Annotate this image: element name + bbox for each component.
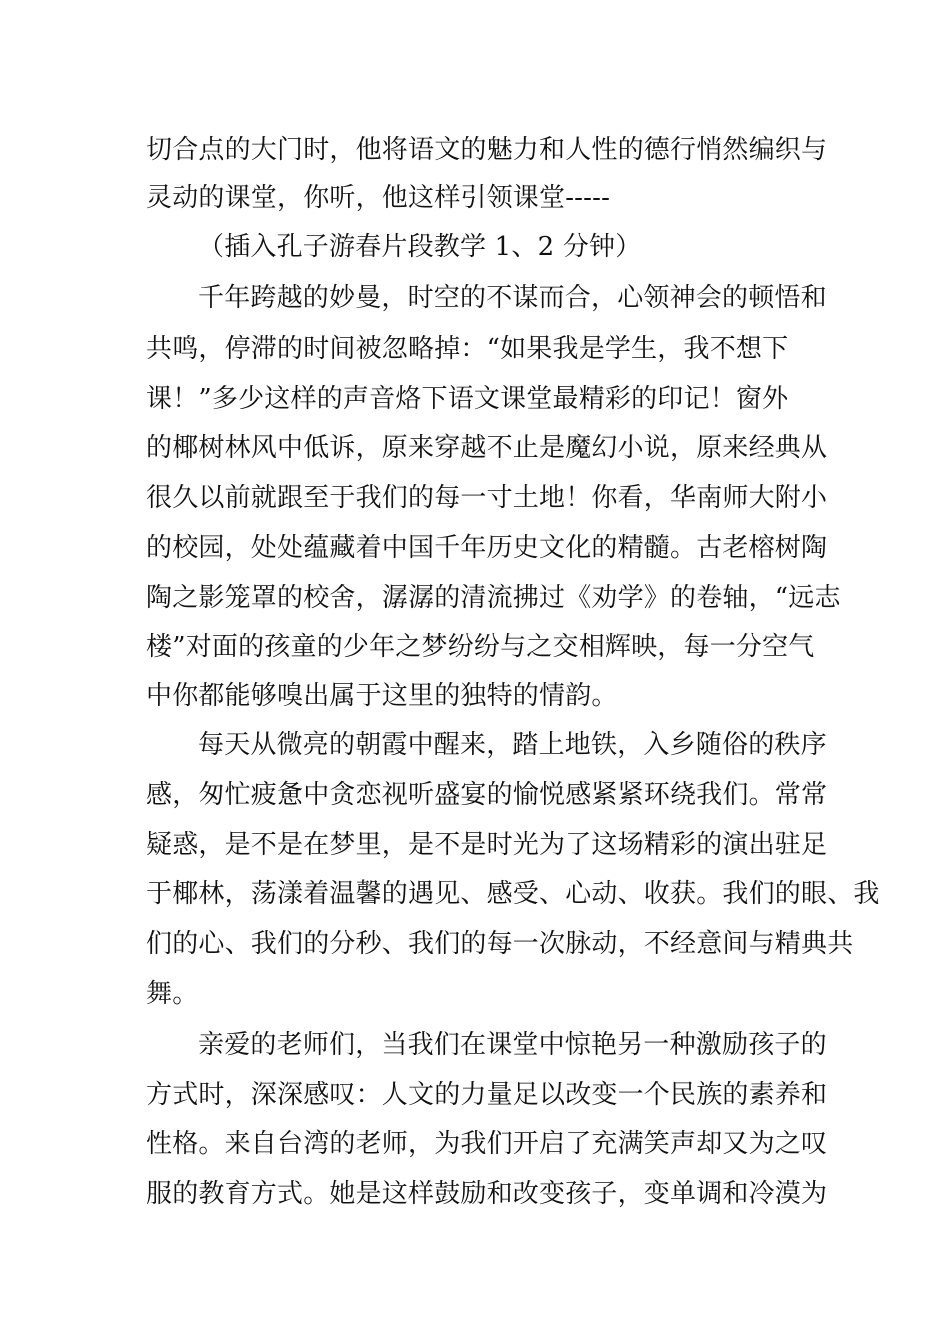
text-line: 亲爱的老师们，当我们在课堂中惊艳另一种激励孩子的 — [198, 1030, 827, 1060]
text-line: 的椰树林风中低诉，原来穿越不止是魔幻小说，原来经典从 — [146, 433, 828, 463]
text-line: 很久以前就跟至于我们的每一寸土地！你看，华南师大附小 — [146, 483, 828, 513]
text-line: 灵动的课堂，你听，他这样引领课堂----- — [146, 183, 611, 213]
text-line: 课！”多少这样的声音烙下语文课堂最精彩的印记！窗外 — [146, 384, 789, 414]
text-line: 切合点的大门时，他将语文的魅力和人性的德行悄然编织与 — [146, 135, 828, 165]
text-line: （插入孔子游春片段教学 1、2 分钟） — [198, 232, 642, 262]
text-line: 方式时，深深感叹：人文的力量足以改变一个民族的素养和 — [146, 1080, 828, 1110]
text-line: 于椰林，荡漾着温馨的遇见、感受、心动、收获。我们的眼、我 — [146, 879, 880, 909]
text-line: 陶之影笼罩的校舍，潺潺的清流拂过《劝学》的卷轴，“远志 — [146, 583, 841, 613]
text-line: 千年跨越的妙曼，时空的不谋而合，心领神会的顿悟和 — [198, 283, 827, 313]
text-line: 每天从微亮的朝霞中醒来，踏上地铁，入乡随俗的秩序 — [198, 730, 827, 760]
text-line: 服的教育方式。她是这样鼓励和改变孩子，变单调和冷漠为 — [146, 1179, 828, 1209]
text-line: 楼”对面的孩童的少年之梦纷纷与之交相辉映，每一分空气 — [146, 632, 815, 662]
text-line: 疑惑，是不是在梦里，是不是时光为了这场精彩的演出驻足 — [146, 830, 828, 860]
text-line: 共鸣，停滞的时间被忽略掉：“如果我是学生，我不想下 — [146, 334, 789, 364]
text-line: 感，匆忙疲惫中贪恋视听盛宴的愉悦感紧紧环绕我们。常常 — [146, 780, 828, 810]
text-line: 的校园，处处蕴藏着中国千年历史文化的精髓。古老榕树陶 — [146, 533, 828, 563]
text-line: 们的心、我们的分秒、我们的每一次脉动，不经意间与精典共 — [146, 929, 854, 959]
text-line: 中你都能够嗅出属于这里的独特的情韵。 — [146, 681, 618, 711]
text-line: 舞。 — [146, 979, 199, 1009]
text-line: 性格。来自台湾的老师，为我们开启了充满笑声却又为之叹 — [146, 1129, 828, 1159]
